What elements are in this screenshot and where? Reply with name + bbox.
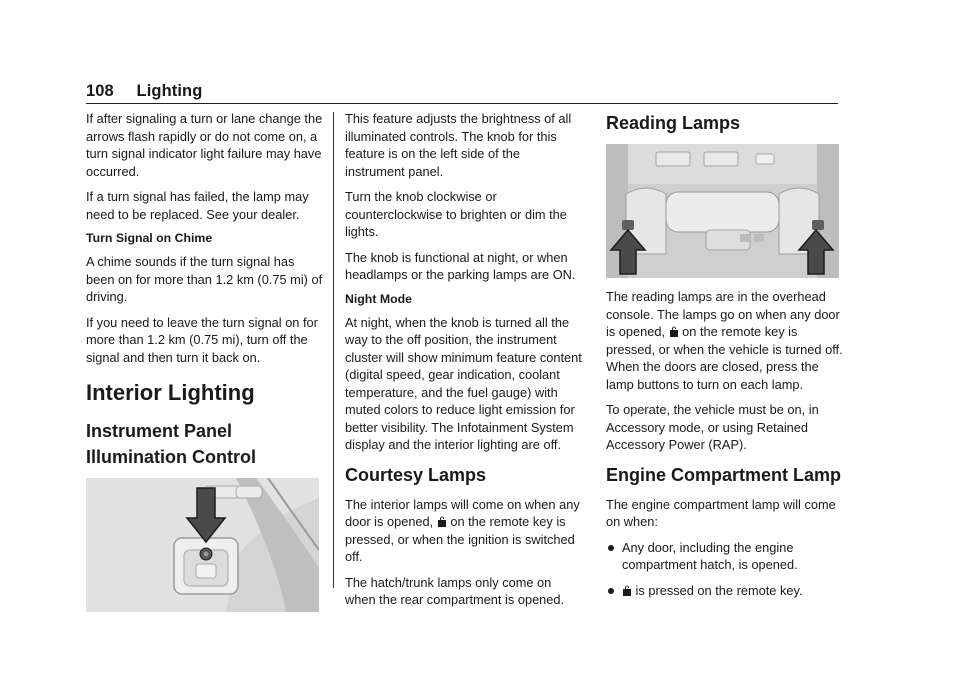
column-2 (345, 110, 583, 617)
page-header (86, 82, 202, 101)
page-number: 108 (86, 82, 114, 100)
paragraph: At night, when the knob is turned all the way to the off position, the instrument cluster will show minimum feature content (digital speed, gear indication, coolant temperature, and the fuel gauge) with muted colors to reduce light emission for better visibility. The Infotainment System display and the interior lighting are off. (345, 314, 582, 452)
list-item (606, 582, 846, 600)
section-title: Lighting (136, 82, 203, 100)
heading-instrument-panel-illumination: Instrument Panel Illumination Control (86, 421, 256, 467)
paragraph: The engine compartment lamp will come on when: (606, 496, 836, 529)
heading-reading-lamps: Reading Lamps (606, 113, 741, 133)
paragraph: If you need to leave the turn signal on for more than 1.2 km (0.75 mi), turn off the signal and then turn it back on. (86, 314, 318, 365)
column-1 (86, 110, 324, 622)
instrument-panel-knob-figure (86, 478, 319, 612)
column-3 (606, 110, 846, 607)
text: on the remote key is pressed, or when the ignition is switched off. (345, 514, 575, 564)
paragraph: This feature adjusts the brightness of all illuminated controls. The knob for this feature is on the left side of the instrument panel. (345, 111, 572, 179)
text: is pressed on the remote key. (632, 582, 803, 598)
reading-lamps-figure (606, 144, 839, 278)
unlock-key-icon (669, 325, 679, 337)
paragraph: To operate, the vehicle must be on, in Accessory mode, or using Retained Accessory Power (RAP). (606, 402, 819, 452)
paragraph: Turn the knob clockwise or counterclockwise to brighten or dim the lights. (345, 189, 567, 239)
subheading-night-mode: Night Mode (345, 291, 412, 306)
paragraph (606, 288, 846, 393)
unlock-key-icon (437, 515, 447, 527)
bullet-list (606, 539, 846, 600)
text: Any door, including the engine compartment hatch, is opened. (622, 539, 798, 572)
paragraph: A chime sounds if the turn signal has been on for more than 1.2 km (0.75 mi) of driving. (86, 254, 323, 304)
text: on the remote key is pressed, or when the vehicle is turned off. When the doors are closed, press the lamp buttons to turn on each lamp. (606, 324, 843, 392)
paragraph: The hatch/trunk lamps only come on when the rear compartment is opened. (345, 574, 565, 607)
column-divider (333, 112, 334, 588)
heading-courtesy-lamps: Courtesy Lamps (345, 464, 487, 485)
paragraph: If after signaling a turn or lane change the arrows flash rapidly or do not come on, a turn signal indicator light failure may have occurred. (86, 111, 323, 179)
paragraph: If a turn signal has failed, the lamp may need to be replaced. See your dealer. (86, 189, 309, 222)
header-rule (86, 103, 838, 104)
bullet-dot (608, 545, 614, 551)
list-item (606, 539, 846, 574)
unlock-key-icon (622, 584, 632, 596)
text: The reading lamps are in the overhead console. The lamps go on when any door is opened, (606, 289, 840, 339)
subheading-turn-signal-chime: Turn Signal on Chime (86, 231, 213, 245)
text: The interior lamps will come on when any door is opened, (345, 496, 580, 529)
heading-engine-compartment-lamp: Engine Compartment Lamp (606, 464, 842, 485)
heading-interior-lighting: Interior Lighting (86, 380, 255, 405)
paragraph (345, 496, 583, 566)
paragraph: The knob is functional at night, or when headlamps or the parking lamps are ON. (345, 249, 576, 282)
bullet-dot (608, 588, 614, 594)
